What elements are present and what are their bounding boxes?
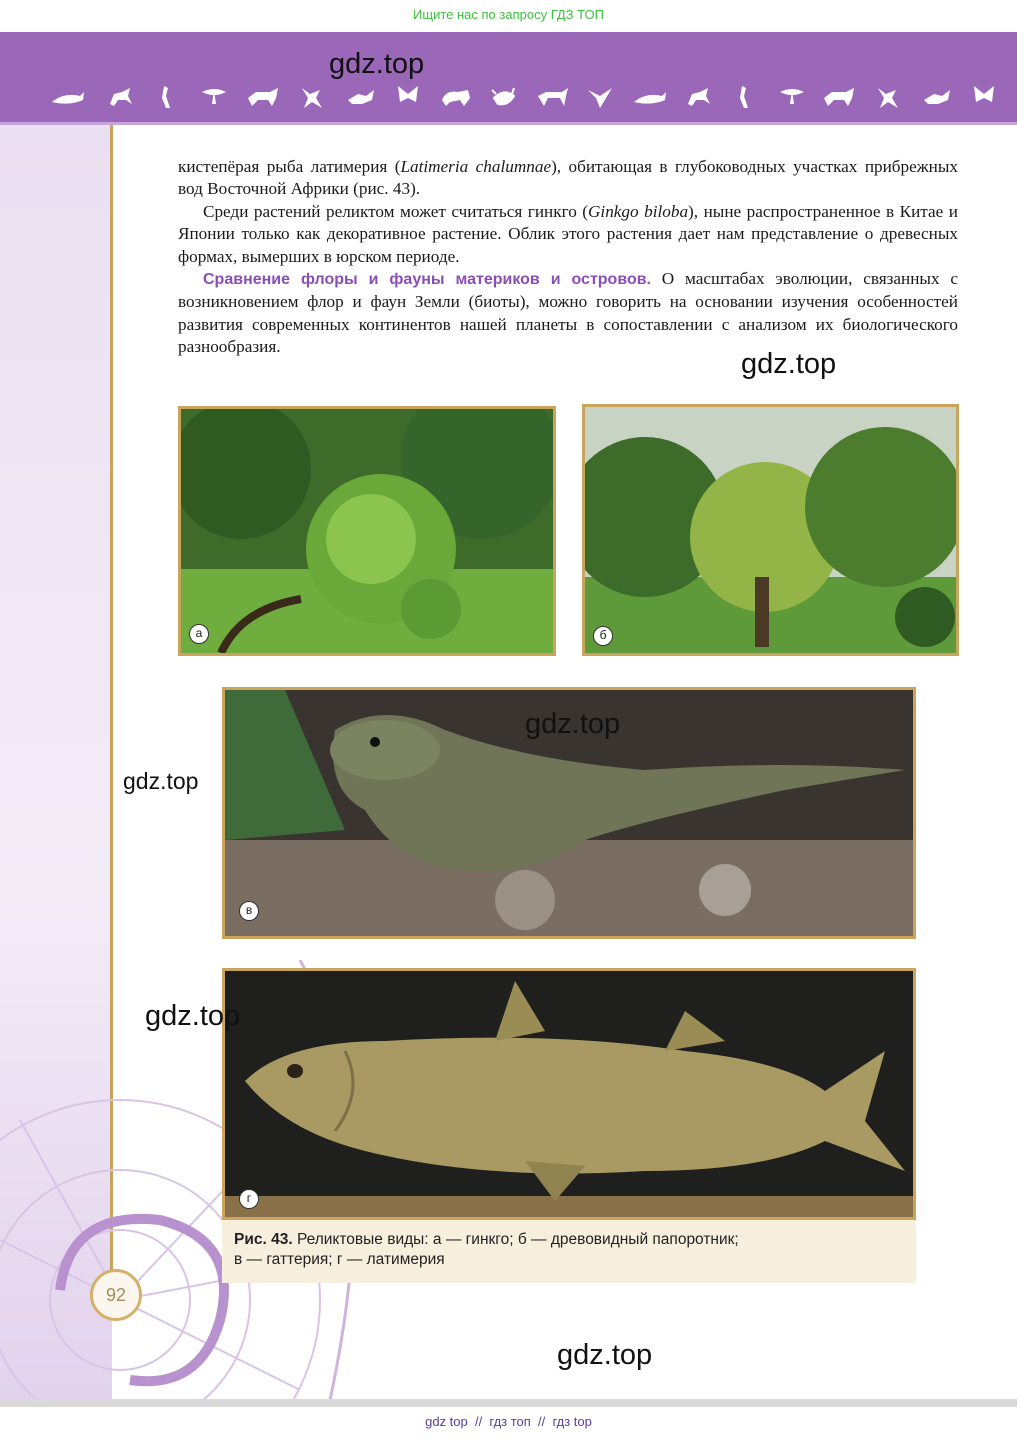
animal-silhouette-icon <box>536 84 570 110</box>
watermark: gdz.top <box>525 708 621 740</box>
animal-silhouette-icon <box>200 84 228 110</box>
animal-silhouette-icon <box>346 84 376 110</box>
figure-label-v: в <box>239 901 259 921</box>
animal-silhouette-icon <box>246 84 280 110</box>
figure-label-g: г <box>239 1189 259 1209</box>
animal-silhouette-icon <box>156 84 176 110</box>
animal-silhouette-icon <box>874 84 900 110</box>
animal-silhouette-icon <box>972 84 996 110</box>
animal-silhouette-icon <box>106 84 136 110</box>
section-heading: Сравнение флоры и фауны материков и островов. <box>203 271 652 289</box>
paragraph-1: кистепёрая рыба латимерия (Latimeria chalumnae), обитающая в глубоководных участках прибрежных вод Восточной Африки (рис. 43). <box>178 157 958 199</box>
footer-divider <box>0 1399 1017 1407</box>
photo-coelacanth <box>222 968 916 1220</box>
photo-ginkgo <box>178 406 556 656</box>
watermark: gdz.top <box>329 48 425 80</box>
search-hint: Ищите нас по запросу ГДЗ ТОП <box>413 7 604 22</box>
animal-silhouette-icon <box>778 84 806 110</box>
animal-silhouette-icon <box>684 84 714 110</box>
watermark: gdz.top <box>123 768 199 794</box>
animal-silhouette-icon <box>922 84 952 110</box>
animal-silhouette-icon <box>586 84 614 110</box>
animal-silhouettes-row <box>50 84 1000 114</box>
watermark: gdz.top <box>145 1000 241 1032</box>
footer-text: gdz top // гдз топ // гдз top <box>425 1414 592 1429</box>
header-band-line <box>0 122 1017 125</box>
footer <box>0 1407 1017 1440</box>
animal-silhouette-icon <box>734 84 754 110</box>
figure-label-b: б <box>593 626 613 646</box>
figure-label-a: а <box>189 624 209 644</box>
animal-silhouette-icon <box>298 84 324 110</box>
animal-silhouette-icon <box>632 84 668 110</box>
photo-tree-fern <box>582 404 959 656</box>
top-hint-bar <box>0 0 1017 32</box>
animal-silhouette-icon <box>440 84 472 110</box>
page-number: 92 <box>90 1269 142 1321</box>
caption-label: Рис. 43. <box>234 1231 293 1248</box>
figure-caption: Рис. 43. Реликтовые виды: а — гинкго; б — древовидный папоротник; в — гаттерия; г — латимерия <box>222 1220 916 1283</box>
paragraph-2: Среди растений реликтом может считаться гинкго (Ginkgo biloba), ныне распространенное в Китае и Японии только как декоративное растение. Облик этого растения дает нам представление о древесных формах, вымерших в юрском периоде. <box>178 201 958 266</box>
watermark: gdz.top <box>557 1339 653 1371</box>
paragraph-3: Сравнение флоры и фауны материков и островов. О масштабах эволюции, связанных с возникновением флор и фаун Земли (биоты), можно говорить на основании изучения особенностей развития современных континентов нашей планеты в сопоставлении с анализом их биологического разнообразия. <box>178 269 958 357</box>
body-text <box>178 156 958 359</box>
animal-silhouette-icon <box>822 84 856 110</box>
animal-silhouette-icon <box>490 84 518 110</box>
watermark: gdz.top <box>741 348 837 380</box>
animal-silhouette-icon <box>50 84 86 110</box>
animal-silhouette-icon <box>396 84 420 110</box>
